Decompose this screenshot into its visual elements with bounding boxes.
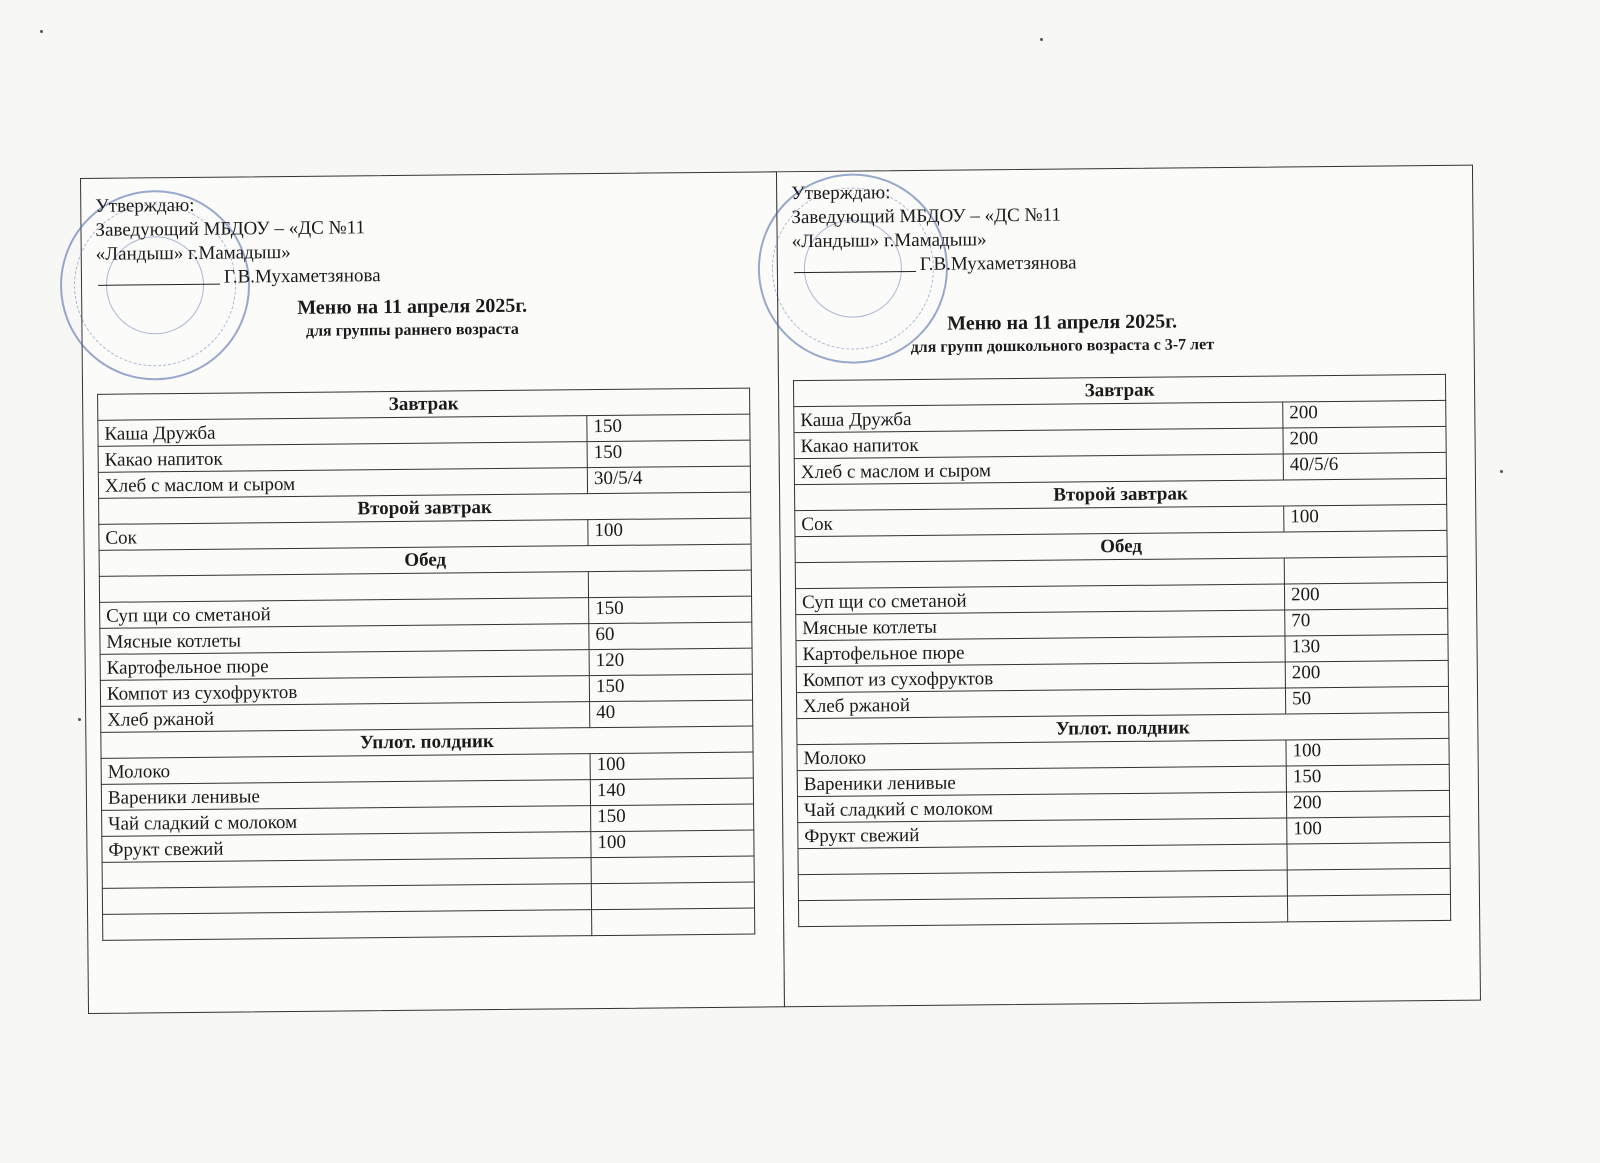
approval-line: Утверждаю: — [791, 182, 891, 205]
menu-section-title: Обед — [795, 530, 1447, 562]
menu-subtitle: для групп дошкольного возраста с 3-7 лет — [910, 336, 1215, 357]
portion-size: 200 — [1286, 790, 1449, 818]
portion-size: 50 — [1285, 686, 1448, 714]
portion-size — [1287, 894, 1450, 922]
portion-size: 40 — [590, 700, 753, 728]
signature-line — [96, 264, 381, 291]
dish-name: Хлеб ржаной — [101, 702, 590, 733]
menu-card-early-age — [80, 171, 785, 1014]
dish-name: Чай сладкий с молоком — [797, 792, 1286, 823]
menu-title: Меню на 11 апреля 2025г. — [947, 310, 1178, 335]
dish-name — [103, 910, 592, 941]
dish-name: Хлеб с маслом и сыром — [794, 454, 1283, 485]
portion-size: 100 — [1286, 738, 1449, 766]
portion-size: 120 — [589, 648, 752, 676]
dish-name: Вареники ленивые — [797, 766, 1286, 797]
portion-size: 150 — [591, 804, 754, 832]
dish-name: Компот из сухофруктов — [100, 676, 589, 707]
portion-size: 150 — [1286, 764, 1449, 792]
portion-size: 100 — [588, 518, 751, 546]
portion-size: 70 — [1285, 608, 1448, 636]
portion-size — [1284, 556, 1447, 584]
menu-card-preschool — [776, 165, 1481, 1008]
dish-name: Молоко — [797, 740, 1286, 771]
signature-underline — [98, 284, 220, 286]
menu-section-title: Второй завтрак — [99, 492, 751, 524]
menu-heading — [297, 293, 527, 343]
dish-name: Сок — [99, 520, 588, 551]
portion-size: 100 — [1284, 504, 1447, 532]
approval-line: Заведующий МБДОУ – «ДС №11 — [791, 204, 1062, 229]
portion-size: 150 — [589, 596, 752, 624]
menu-section-title: Обед — [99, 544, 751, 576]
portion-size: 150 — [587, 440, 750, 468]
menu-section-title: Завтрак — [793, 374, 1445, 406]
approval-line: «Ландыш» г.Мамадыш» — [95, 241, 291, 265]
dish-name: Хлеб с маслом и сыром — [98, 468, 587, 499]
dish-name: Компот из сухофруктов — [796, 662, 1285, 693]
portion-size: 200 — [1285, 660, 1448, 688]
scan-speck — [40, 30, 43, 33]
approval-line: Заведующий МБДОУ – «ДС №11 — [95, 217, 366, 241]
menu-item-row — [103, 908, 755, 940]
menu-heading — [910, 308, 1214, 359]
menu-subtitle: для группы раннего возраста — [305, 320, 519, 340]
dish-name: Картофельное пюре — [100, 650, 589, 681]
dish-name: Картофельное пюре — [796, 636, 1285, 667]
scan-speck — [1040, 38, 1043, 41]
menu-section-title: Уплот. полдник — [797, 712, 1449, 744]
scan-speck — [1500, 470, 1503, 473]
portion-size: 200 — [1283, 426, 1446, 454]
dish-name: Каша Дружба — [98, 416, 587, 447]
signature-line — [792, 251, 1077, 278]
dish-name: Вареники ленивые — [101, 780, 590, 811]
menu-table — [793, 374, 1451, 927]
dish-name: Какао напиток — [98, 442, 587, 473]
menu-title: Меню на 11 апреля 2025г. — [297, 294, 528, 319]
approval-block — [95, 192, 381, 291]
portion-size — [1287, 868, 1450, 896]
approval-line: «Ландыш» г.Мамадыш» — [791, 229, 987, 253]
signature-underline — [794, 271, 916, 273]
portion-size: 40/5/6 — [1283, 452, 1446, 480]
portion-size: 100 — [1287, 816, 1450, 844]
portion-size — [591, 856, 754, 884]
portion-size: 130 — [1285, 634, 1448, 662]
portion-size: 150 — [589, 674, 752, 702]
dish-name: Чай сладкий с молоком — [102, 806, 591, 837]
portion-size: 200 — [1283, 400, 1446, 428]
portion-size — [591, 882, 754, 910]
portion-size: 200 — [1284, 582, 1447, 610]
menu-item-row — [798, 894, 1450, 926]
dish-name — [798, 896, 1287, 927]
portion-size: 140 — [590, 778, 753, 806]
dish-name: Молоко — [101, 754, 590, 785]
portion-size: 60 — [589, 622, 752, 650]
menu-table — [97, 388, 755, 941]
menu-section-title: Завтрак — [98, 388, 750, 420]
portion-size: 150 — [587, 414, 750, 442]
dish-name: Суп щи со сметаной — [100, 598, 589, 629]
portion-size — [592, 908, 755, 936]
dish-name: Сок — [795, 506, 1284, 537]
portion-size: 100 — [591, 830, 754, 858]
dish-name: Хлеб ржаной — [796, 688, 1285, 719]
dish-name: Фрукт свежий — [798, 818, 1287, 849]
dish-name: Какао напиток — [794, 428, 1283, 459]
dish-name: Суп щи со сметаной — [795, 584, 1284, 615]
approval-line: Утверждаю: — [95, 194, 195, 217]
portion-size: 30/5/4 — [587, 466, 750, 494]
portion-size — [588, 570, 751, 598]
portion-size: 100 — [590, 752, 753, 780]
scan-speck — [78, 718, 81, 721]
menu-section-title: Второй завтрак — [794, 478, 1446, 510]
director-name: Г.В.Мухаметзянова — [919, 252, 1077, 275]
dish-name: Каша Дружба — [794, 402, 1283, 433]
dish-name: Мясные котлеты — [100, 624, 589, 655]
dish-name: Фрукт свежий — [102, 832, 591, 863]
menu-section-title: Уплот. полдник — [101, 726, 753, 758]
director-name: Г.В.Мухаметзянова — [223, 265, 381, 288]
dish-name: Мясные котлеты — [796, 610, 1285, 641]
portion-size — [1287, 842, 1450, 870]
menu-sheet — [80, 165, 1483, 1026]
approval-block — [791, 179, 1077, 278]
